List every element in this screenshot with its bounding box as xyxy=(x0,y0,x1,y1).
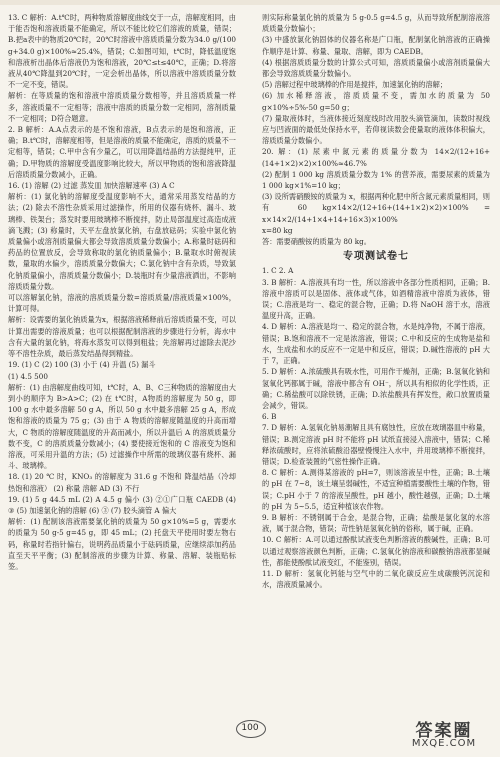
answer-paragraph: 3. B 解析：A.溶液具有均一性，所以溶液中各部分性质相同，正确；B.溶液中溶质可以是固体、液体或气体，如酒精溶液中溶质为液体，错误；C.溶液是均一、稳定的混合物，正确；D.将 NaOH 溶于水，溶液温度升高，正确。 xyxy=(262,277,490,321)
answer-paragraph: (4) 根据溶质质量分数的计算公式可知，溶质质量偏小或溶剂质量偏大都会导致溶质质量分数偏小。 xyxy=(262,57,490,79)
answer-paragraph: 6. B xyxy=(262,412,277,422)
left-column xyxy=(8,12,236,712)
right-column xyxy=(262,12,490,712)
answer-paragraph: 解析：(1) 由溶解度曲线可知，t℃时，A、B、C三种物质的溶解度由大到小的顺序为 B>A>C；(2) 在 t℃时，A物质的溶解度为 50 g，即 100 g 水中最多溶解 50 g A，所以 50 g 水中最多溶解 25 g A，形成饱和溶液的质量为 75 g；(3) 由于 A 物质的溶解度随温度的升高而增大，C 物质的溶解度随温度的升高而减小，所以升温后 A 的溶质质量分数不变，C 的溶质质量分数减小；(4) 要使接近饱和的 C 溶液变为饱和溶液，可采用升温的方法；(5) 过滤操作中所需的玻璃仪器有烧杯、漏斗、玻璃棒。 xyxy=(8,382,236,471)
answer-paragraph: (6) 加水稀释溶液，溶质质量不变，需加水的质量为 50 g×10%÷5%-50 g=50 g； xyxy=(262,91,490,112)
answer-paragraph: 解析：设需要的氯化钠质量为x，根据溶液稀释前后溶质质量不变，可以计算出需要的溶液质量；也可以根据配制溶液的步骤进行分析，海水中含有大量的氯化钠，将海水蒸发可以得到粗盐；先溶解再过滤除去泥沙等不溶性杂质，最后蒸发结晶得到精盐。 xyxy=(8,315,236,359)
answer-paragraph: 18. (1) 20 ℃ 时，KNO₃ 的溶解度为 31.6 g 不饱和 降温结晶（冷却热饱和溶液） (2) 称量 溶解 AD (3) 不行 xyxy=(8,472,236,493)
answer-paragraph: (3) 中盛放氯化钠固体的仪器名称是广口瓶，配制氯化钠溶液的正确操作顺序是计算、称量、量取、溶解，即为 CAEDB。 xyxy=(262,35,490,56)
answer-paragraph: (7) 量取液体时，当液体接近刻度线时改用胶头滴管滴加，读数时视线应与凹液面的最低处保持水平，若仰视读数会使量取的液体体积偏大，溶质质量分数偏小。 xyxy=(262,113,490,146)
answer-paragraph: (2) 配制 1 000 kg 溶质质量分数为 1% 的营养液，需要尿素的质量为 1 000 kg×1%=10 kg； xyxy=(262,169,490,191)
answer-paragraph: 16. (1) 溶解 (2) 过滤 蒸发皿 加快溶解速率 (3) A C xyxy=(8,181,175,191)
answer-paragraph: 19. (1) C (2) 100 (3) 小于 (4) 升温 (5) 漏斗 xyxy=(8,360,156,370)
answer-paragraph: x=80 kg xyxy=(262,225,293,235)
watermark-logo xyxy=(392,716,496,754)
page-number: 100 xyxy=(232,718,268,738)
answer-paragraph: 8. C 解析：A.测得某溶液的 pH=7，则该溶液呈中性，正确；B.土壤的 pH 在 7~8，该土壤呈弱碱性，不适宜种植需要酸性土壤的作物，错误；C.pH 小于 7 的溶液呈酸性，pH 越小，酸性越强，正确；D.土壤的 pH 为 5~5.5，适宜种植该农作物。 xyxy=(262,468,490,511)
answer-paragraph: 9. B 解析：不锈钢属于合金，是混合物，正确；盐酸是氯化氢的水溶液，属于混合物，错误；苛性钠是氢氧化钠的俗称，属于碱，正确。 xyxy=(262,512,490,534)
answer-paragraph: 2. B 解析：A.A点表示的是不饱和溶液，B点表示的是饱和溶液，正确；B.t℃时，溶解度相等，但是溶液的质量不能确定，溶质的质量不一定相等，错误；C.甲中含有少量乙，可以用降温结晶的方法提纯甲，正确；D.甲物质的溶解度受温度影响比较大，所以甲物质的饱和溶液降温后溶质质量分数减小，正确。 xyxy=(8,125,236,179)
right-column-part-2 xyxy=(262,265,490,590)
answer-paragraph: (1) 4.5 500 xyxy=(8,371,48,381)
answer-paragraph: 则实际称量氯化钠的质量为 5 g-0.5 g=4.5 g，从而导致所配制溶液溶质质量分数偏小； xyxy=(262,13,490,34)
answer-paragraph: 19. (1) 5 g 44.5 mL (2) A 4.5 g 偏小 (3) ②①广口瓶 CAEDB (4) ③ (5) 加速氯化钠的溶解 (6) ③ (7) 胶头滴管 A 偏大 xyxy=(8,494,236,515)
top-strip xyxy=(0,0,500,5)
answer-paragraph: 10. C 解析：A.可以通过酚酞试液变色判断溶液的酸碱性，正确；B.可以通过观察溶液颜色判断，正确；C.氢氧化钠溶液和碳酸钠溶液都显碱性，都能使酚酞试液变红，不能鉴别，错误。 xyxy=(262,535,490,567)
answer-paragraph: 11. D 解析：氢氧化钙能与空气中的二氧化碳反应生成碳酸钙沉淀和水，溶液质量减小。 xyxy=(262,568,490,590)
section-title: 专项测试卷七 xyxy=(343,251,409,263)
answer-paragraph: 解析：在等质量的饱和溶液中溶质质量分数相等，并且溶质质量一样多，溶液质量不一定相等；溶液中溶质的质量分数一定相同，溶剂质量不一定相同；D符合题意。 xyxy=(8,91,236,123)
right-column-part-1 xyxy=(262,12,490,247)
answer-paragraph: 13. C 解析：A.t℃时，两种物质溶解度曲线交于一点，溶解度相同，由于能否饱和溶液质量不能确定，所以不能比较它们溶液的质量，错误；B.把a表中的物质20℃时，20℃时溶液中溶质质量分数为34.0 g/(100 g+34.0 g)×100%≈25.4%，错误；C.如图可知，t℃时，降低温度饱和溶液析出晶体后溶液仍为饱和溶液，20℃≤t≤40℃，正确；D.将溶液从40℃降温到20℃时，一定会析出晶体，所以溶液中溶质质量分数不一定不变，错误。 xyxy=(8,13,236,90)
answer-paragraph: 7. D 解析：A.氢氧化钠易潮解且具有腐蚀性，应放在玻璃器皿中称量，错误；B.测定溶液 pH 时不能将 pH 试纸直接浸入溶液中，错误；C.稀释浓硫酸时，应将浓硫酸沿器壁慢慢注入水中，并用玻璃棒不断搅拌，错误；D.检查装置的气密性操作正确。 xyxy=(262,423,490,466)
answer-paragraph: (3) 设所需硝酸铵的质量为 x，根据两种化肥中所含氮元素质量相同，则有 60 kg×14×2/(12+16+(14+1×2)×2)×100% = x×14×2/(14+1×4+14+16×3)×100% xyxy=(262,192,490,224)
answer-paragraph: 1. C 2. A xyxy=(262,266,294,276)
answer-paragraph: 4. D 解析：A.溶液是均一、稳定的混合物，水是纯净物，不属于溶液，错误；B.饱和溶液不一定是浓溶液，错误；C.中和反应的生成物是盐和水，生成盐和水的反应不一定是中和反应，错误；D.碱性溶液的 pH 大于 7，正确。 xyxy=(262,322,490,366)
answer-paragraph: 答：需要硝酸铵的质量为 80 kg。 xyxy=(262,237,371,247)
answer-paragraph: 5. D 解析：A.浓硫酸具有吸水性，可用作干燥剂，正确；B.氢氧化钠和氢氧化钙都属于碱，溶液中都含有 OH⁻，所以具有相似的化学性质，正确；C.稀盐酸可以除铁锈，正确；D.浓盐酸具有挥发性，敞口放置质量会减少，错误。 xyxy=(262,367,490,410)
watermark-text-cn: 答案圈 xyxy=(415,721,473,741)
answer-paragraph: 解析：(1) 配制该溶液需要氯化钠的质量为 50 g×10%=5 g，需要水的质量为 50 g-5 g=45 g，即 45 mL；(2) 托盘天平使用时要左物右码，称量时若指针偏右，说明药品质量小于砝码质量，应继续添加药品直至天平平衡；(3) 配制溶液的步骤为计算、称量、溶解、装瓶贴标签。 xyxy=(8,517,236,571)
answer-paragraph: (5) 溶解过程中玻璃棒的作用是搅拌，加速氯化钠的溶解； xyxy=(262,80,447,90)
answer-paragraph: 解析：(1) 氯化钠的溶解度受温度影响不大，通常采用蒸发结晶的方法；(2) 除去不溶性杂质采用过滤操作，所用的仪器有烧杯、漏斗、玻璃棒、铁架台；蒸发时要用玻璃棒不断搅拌，防止局部温度过高造成液滴飞溅；(3) 称量时，天平左盘放氯化钠，右盘放砝码；实验中氯化钠质量偏小或溶剂质量偏大都会导致溶质质量分数偏小；A.称量时砝码和药品的位置放反，会导致称取的氯化钠质量偏小；B.量取水时俯视读数，量取的水偏少，溶质质量分数偏大；C.氯化钠中含有杂质，导致氯化钠质量偏小，溶质质量分数偏小；D.装瓶时有少量溶液洒出，不影响溶质质量分数。 xyxy=(8,192,236,291)
watermark-text-url: MXQE.COM xyxy=(411,738,477,749)
answer-paragraph: 20. 解：(1) 尿素中氮元素的质量分数为 14×2/(12+16+(14+1×2)×2)×100%≈46.7% xyxy=(262,147,490,168)
answer-paragraph: 可以溶解氯化钠，溶液的溶质质量分数=溶质质量/溶液质量×100%，计算可得。 xyxy=(8,293,236,314)
